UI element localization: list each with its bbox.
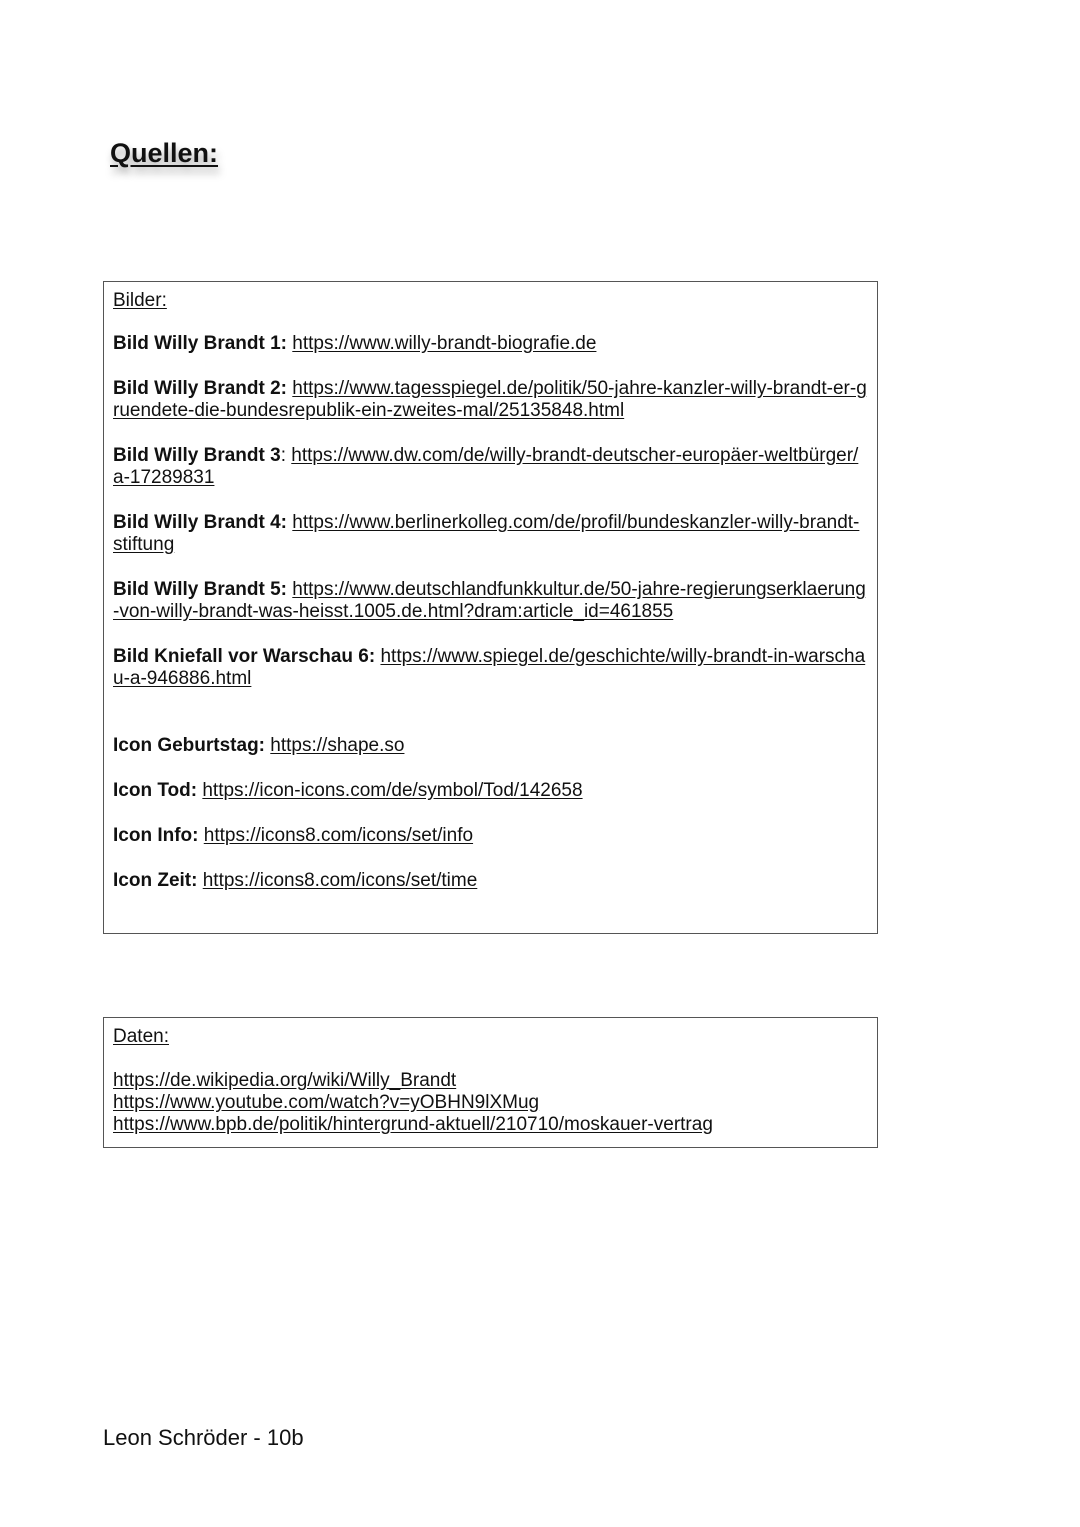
source-label: Bild Willy Brandt 4: — [113, 512, 288, 533]
images-heading: Bilder: — [113, 290, 167, 311]
source-link[interactable]: https://www.tagesspiegel.de/politik/50-jahre-kanzler-willy-brandt-er-gruendete-die-bundesrepublik-ein-zweites-mal/25135848.html — [113, 378, 867, 421]
source-entry-image-4 — [113, 512, 868, 556]
source-entry-icon-death — [113, 780, 868, 802]
data-link-bpb[interactable]: https://www.bpb.de/politik/hintergrund-aktuell/210710/moskauer-vertrag — [113, 1114, 713, 1135]
source-entry-image-6 — [113, 646, 868, 690]
source-entry-icon-birthday — [113, 735, 868, 757]
source-link[interactable]: https://www.deutschlandfunkkultur.de/50-jahre-regierungserklaerung-von-willy-brandt-was-heisst.1005.de.html?dram:article_id=461855 — [113, 579, 866, 622]
data-link-wikipedia[interactable]: https://de.wikipedia.org/wiki/Willy_Brandt — [113, 1070, 457, 1091]
images-sources-box — [103, 281, 878, 934]
source-label: Bild Willy Brandt 1: — [113, 333, 288, 354]
data-sources-box — [103, 1017, 878, 1148]
source-label: Icon Geburtstag: — [113, 735, 266, 756]
source-link[interactable]: https://icons8.com/icons/set/time — [202, 870, 478, 891]
source-link[interactable]: https://www.dw.com/de/willy-brandt-deutscher-europäer-weltbürger/a-17289831 — [113, 445, 859, 488]
source-entry-icon-time — [113, 870, 868, 892]
author-footer: Leon Schröder - 10b — [103, 1425, 304, 1450]
source-entry-image-2 — [113, 378, 868, 422]
source-link[interactable]: https://www.willy-brandt-biografie.de — [292, 333, 597, 354]
source-label: Bild Willy Brandt 3 — [113, 445, 281, 466]
source-entry-image-3: Bild Willy Brandt 3: https://www.dw.com/de/willy-brandt-deutscher-europäer-weltbürger/a-17289831 — [113, 445, 859, 488]
source-link[interactable]: https://www.berlinerkolleg.com/de/profil/bundeskanzler-willy-brandt-stiftung — [113, 512, 860, 555]
source-link[interactable]: https://shape.so — [270, 735, 405, 756]
data-link-youtube[interactable]: https://www.youtube.com/watch?v=yOBHN9lXMug — [113, 1092, 540, 1113]
source-link[interactable]: https://icon-icons.com/de/symbol/Tod/142658 — [202, 780, 583, 801]
source-label: Bild Kniefall vor Warschau 6: — [113, 646, 376, 667]
source-label: Bild Willy Brandt 2: — [113, 378, 288, 399]
data-heading: Daten: — [113, 1026, 169, 1047]
source-entry-image-1 — [113, 333, 868, 355]
source-label: Icon Info: — [113, 825, 199, 846]
source-entry-icon-info — [113, 825, 868, 847]
source-label: Bild Willy Brandt 5: — [113, 579, 288, 600]
data-links-list — [113, 1070, 868, 1136]
source-label: Icon Tod: — [113, 780, 198, 801]
source-link[interactable]: https://icons8.com/icons/set/info — [203, 825, 474, 846]
source-entry-image-5 — [113, 579, 868, 623]
source-label: Icon Zeit: — [113, 870, 198, 891]
source-link[interactable]: https://www.spiegel.de/geschichte/willy-brandt-in-warschau-a-946886.html — [113, 646, 866, 689]
page-title: Quellen: — [110, 138, 219, 168]
